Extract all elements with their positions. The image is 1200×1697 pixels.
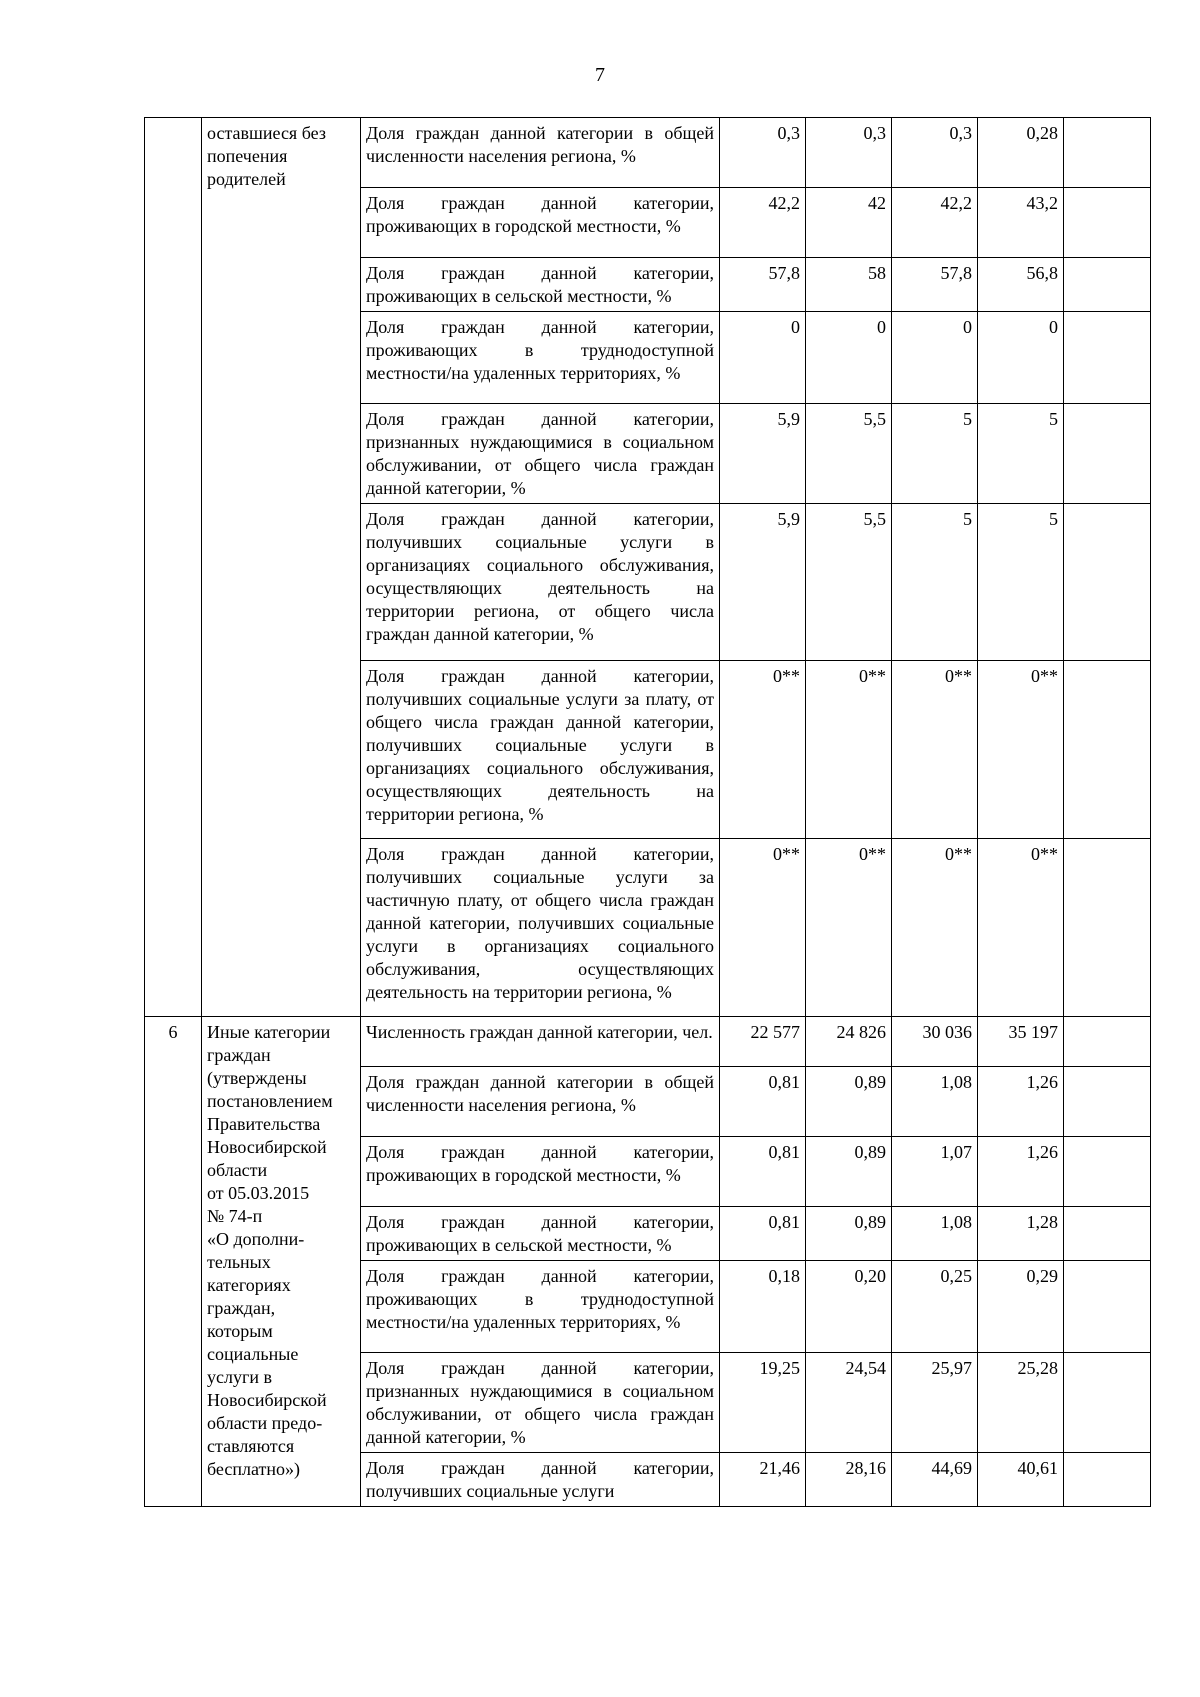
category-line: Новосибирской (207, 1390, 327, 1410)
value-cell: 44,69 (892, 1453, 978, 1507)
value-cell (1064, 258, 1151, 312)
indicator-cell: Доля граждан данной категории, признанных нуждающимися в социальном обслуживании, от общего числа граждан данной категории, % (361, 1353, 720, 1453)
category-line: попечения (207, 146, 288, 166)
value-cell: 24 826 (806, 1017, 892, 1067)
value-cell (1064, 404, 1151, 504)
value-cell: 42,2 (720, 188, 806, 258)
category-line: области (207, 1160, 268, 1180)
value-cell (1064, 504, 1151, 661)
value-cell: 0** (892, 661, 978, 839)
value-cell: 5,5 (806, 504, 892, 661)
category-line: ставляются (207, 1436, 295, 1456)
value-cell: 0,3 (892, 118, 978, 188)
category-line: тельных (207, 1252, 271, 1272)
value-cell: 0,81 (720, 1207, 806, 1261)
value-cell: 0,3 (720, 118, 806, 188)
value-cell (1064, 188, 1151, 258)
indicator-cell: Доля граждан данной категории, проживающих в сельской местности, % (361, 258, 720, 312)
value-cell: 0 (720, 312, 806, 404)
value-cell: 0,25 (892, 1261, 978, 1353)
value-cell: 25,28 (978, 1353, 1064, 1453)
value-cell (1064, 661, 1151, 839)
indicator-cell: Доля граждан данной категории, получивших социальные услуги за частичную плату, от общего числа граждан данной категории, получивших социальные услуги в организациях социального обслуживания, осуществляющих деятельность на территории региона, % (361, 839, 720, 1017)
table-row (145, 1017, 1151, 1067)
category-line: услуги в (207, 1367, 272, 1387)
value-cell: 1,28 (978, 1207, 1064, 1261)
value-cell: 5 (892, 504, 978, 661)
row-number-cell (145, 118, 202, 1017)
category-line: оставшиеся без (207, 123, 326, 143)
category-line: Новосибирской (207, 1137, 327, 1157)
value-cell: 21,46 (720, 1453, 806, 1507)
value-cell (1064, 1453, 1151, 1507)
value-cell: 0,18 (720, 1261, 806, 1353)
indicator-cell: Доля граждан данной категории, получивших социальные услуги (361, 1453, 720, 1507)
category-line: Иные категории (207, 1022, 331, 1042)
value-cell: 56,8 (978, 258, 1064, 312)
value-cell: 0,28 (978, 118, 1064, 188)
value-cell (1064, 118, 1151, 188)
value-cell: 0** (978, 839, 1064, 1017)
value-cell: 5 (978, 504, 1064, 661)
value-cell: 40,61 (978, 1453, 1064, 1507)
category-line: № 74-п (207, 1206, 263, 1226)
value-cell: 5 (978, 404, 1064, 504)
category-line: категориях (207, 1275, 291, 1295)
value-cell: 1,08 (892, 1067, 978, 1137)
indicator-cell: Доля граждан данной категории, получивших социальные услуги за плату, от общего числа граждан данной категории, получивших социальные услуги в организациях социального обслуживания, осуществляющих деятельность на территории региона, % (361, 661, 720, 839)
value-cell: 28,16 (806, 1453, 892, 1507)
page-number: 7 (595, 64, 605, 86)
value-cell: 1,26 (978, 1067, 1064, 1137)
value-cell: 5,5 (806, 404, 892, 504)
value-cell: 42 (806, 188, 892, 258)
value-cell: 1,26 (978, 1137, 1064, 1207)
category-line: Правительства (207, 1114, 321, 1134)
value-cell: 5 (892, 404, 978, 504)
value-cell: 5,9 (720, 404, 806, 504)
value-cell: 43,2 (978, 188, 1064, 258)
value-cell (1064, 1017, 1151, 1067)
indicator-cell: Доля граждан данной категории, проживающих в труднодоступной местности/на удаленных территориях, % (361, 312, 720, 404)
indicator-cell: Доля граждан данной категории, проживающих в городской местности, % (361, 1137, 720, 1207)
category-line: «О дополни- (207, 1229, 305, 1249)
indicator-cell: Доля граждан данной категории, проживающих в сельской местности, % (361, 1207, 720, 1261)
value-cell (1064, 312, 1151, 404)
indicator-cell: Доля граждан данной категории, проживающих в труднодоступной местности/на удаленных территориях, % (361, 1261, 720, 1353)
value-cell: 0** (892, 839, 978, 1017)
value-cell: 22 577 (720, 1017, 806, 1067)
value-cell: 57,8 (892, 258, 978, 312)
indicator-cell: Доля граждан данной категории, признанных нуждающимися в социальном обслуживании, от общего числа граждан данной категории, % (361, 404, 720, 504)
value-cell: 0** (806, 839, 892, 1017)
value-cell: 0** (978, 661, 1064, 839)
value-cell: 0 (892, 312, 978, 404)
indicator-cell: Доля граждан данной категории в общей численности населения региона, % (361, 1067, 720, 1137)
value-cell: 0,89 (806, 1137, 892, 1207)
value-cell: 0,81 (720, 1137, 806, 1207)
value-cell: 0,29 (978, 1261, 1064, 1353)
category-line: области предо- (207, 1413, 323, 1433)
value-cell: 0 (806, 312, 892, 404)
value-cell: 0,3 (806, 118, 892, 188)
category-line: постановлением (207, 1091, 333, 1111)
category-line: которым (207, 1321, 273, 1341)
indicator-cell: Доля граждан данной категории, получивших социальные услуги в организациях социального обслуживания, осуществляющих деятельность на территории региона, от общего числа граждан данной категории, % (361, 504, 720, 661)
value-cell: 0,89 (806, 1207, 892, 1261)
value-cell: 0 (978, 312, 1064, 404)
indicators-table (144, 117, 1151, 1507)
value-cell (1064, 1353, 1151, 1453)
value-cell: 5,9 (720, 504, 806, 661)
value-cell (1064, 1067, 1151, 1137)
indicator-cell: Доля граждан данной категории в общей численности населения региона, % (361, 118, 720, 188)
value-cell (1064, 1137, 1151, 1207)
category-line: граждан, (207, 1298, 276, 1318)
value-cell: 25,97 (892, 1353, 978, 1453)
category-line: (утверждены (207, 1068, 307, 1088)
category-line: социальные (207, 1344, 299, 1364)
value-cell (1064, 839, 1151, 1017)
category-line: от 05.03.2015 (207, 1183, 310, 1203)
value-cell: 1,07 (892, 1137, 978, 1207)
value-cell (1064, 1261, 1151, 1353)
value-cell: 0,81 (720, 1067, 806, 1137)
value-cell: 0,20 (806, 1261, 892, 1353)
value-cell: 1,08 (892, 1207, 978, 1261)
value-cell: 0** (806, 661, 892, 839)
value-cell: 24,54 (806, 1353, 892, 1453)
value-cell: 35 197 (978, 1017, 1064, 1067)
value-cell: 0** (720, 661, 806, 839)
category-cell (202, 118, 361, 1017)
indicator-cell: Численность граждан данной категории, чел. (361, 1017, 720, 1067)
category-cell (202, 1017, 361, 1507)
indicator-cell: Доля граждан данной категории, проживающих в городской местности, % (361, 188, 720, 258)
category-line: родителей (207, 169, 286, 189)
value-cell: 30 036 (892, 1017, 978, 1067)
value-cell: 57,8 (720, 258, 806, 312)
value-cell (1064, 1207, 1151, 1261)
category-line: бесплатно») (207, 1459, 300, 1479)
value-cell: 42,2 (892, 188, 978, 258)
value-cell: 19,25 (720, 1353, 806, 1453)
category-line: граждан (207, 1045, 271, 1065)
table-row (145, 118, 1151, 188)
value-cell: 0,89 (806, 1067, 892, 1137)
row-number-cell: 6 (145, 1017, 202, 1507)
value-cell: 58 (806, 258, 892, 312)
value-cell: 0** (720, 839, 806, 1017)
